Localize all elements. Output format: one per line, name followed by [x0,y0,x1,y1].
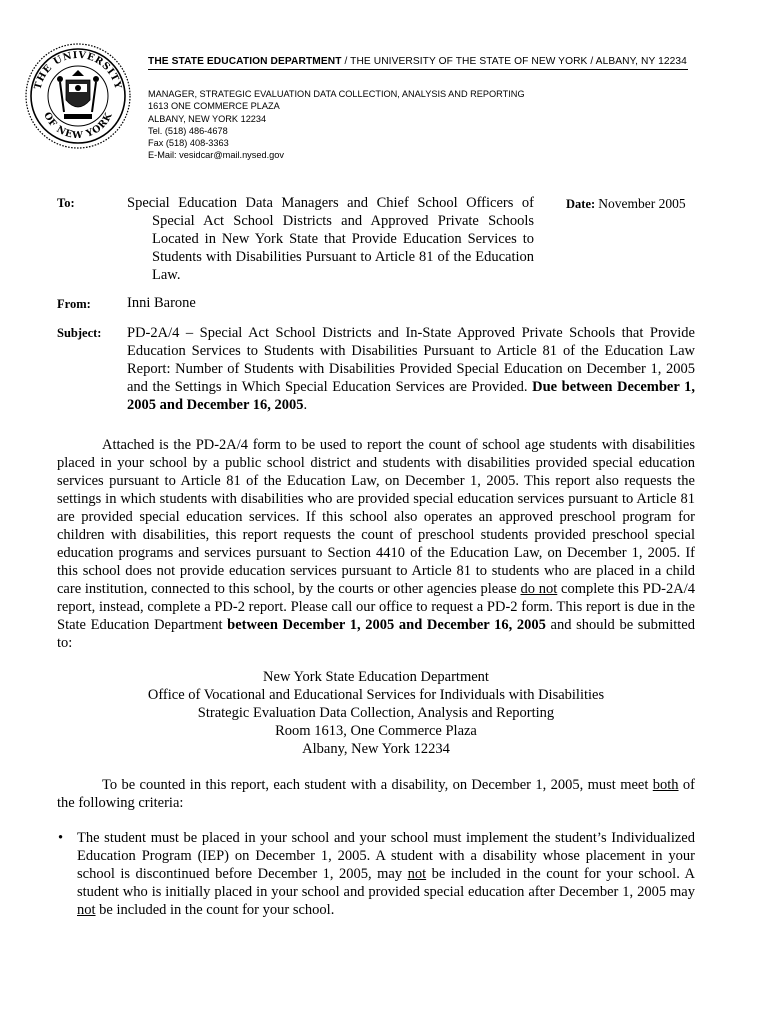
submission-address [57,668,695,758]
address-line-4: Room 1613, One Commerce Plaza [275,723,477,739]
contact-block [148,88,668,162]
to-label: To: [57,196,75,210]
bullet-text-a: The student must be placed in your school and your school must implement the student’s Individualized Education Program (IEP) on December 1, 2005. A student with a disability whose placement in your school is discontinued before December 1, 2005, may [77,830,695,882]
svg-text:THE UNIVERSITY: THE UNIVERSITY [32,49,124,91]
contact-fax: Fax (518) 408-3363 [148,138,229,149]
bullet-text-c: be included in the count for your school. [95,902,335,918]
criteria-both: both [652,777,679,793]
department-name: THE STATE EDUCATION DEPARTMENT [148,56,342,67]
bullet-not-1: not [407,866,427,882]
criteria-text-a: To be counted in this report, each student with a disability, on December 1, 2005, must meet [102,777,653,793]
intro-text-a: Attached is the PD-2A/4 form to be used to report the count of school age students with disabilities placed in your school by a public school district and students with disabilities provided special education services pursuant to Article 81 of the Education Law, on December 1, 2005. This report also requests the settings in which students with disabilities who are provided special education services pursuant to Article 81 are provided special education services. If this school also operates an approved preschool program for children with disabilities, this report requests the count of preschool students provided preschool special education programs and services pursuant to Section 4410 of the Education Law, on December 1, 2005. If this school does not provide education services pursuant to Article 81 to students who are placed in a child care institution, connected to this school, by the courts or other agencies please [57,437,695,597]
criteria-bullet [57,829,695,919]
address-line-5: Albany, New York 12234 [302,741,450,757]
contact-street: 1613 ONE COMMERCE PLAZA [148,101,280,112]
new-york-state-seal-icon [24,42,132,150]
department-header [148,56,688,70]
subject-main: PD-2A/4 – Special Act School Districts and In-State Approved Private Schools that Provide Education Services to Students with Disabilities Pursuant to Article 81 of the Education Law Report: Number of Students with Disabilities Provided Special Education on December 1, 2005 and the Settings in Which Special Education Services are Provided. [127,325,695,395]
from-name: Inni Barone [127,295,196,311]
bullet-text-b: be included in the count for your school. A student who is initially placed in your school and provided special education after December 1, 2005 may [77,866,695,900]
contact-title: MANAGER, STRATEGIC EVALUATION DATA COLLECTION, ANALYSIS AND REPORTING [148,89,525,99]
contact-tel: Tel. (518) 486-4678 [148,125,228,136]
svg-text:OF NEW YORK: OF NEW YORK [41,110,115,142]
from-label: From: [57,297,91,311]
department-address: / THE UNIVERSITY OF THE STATE OF NEW YORK / ALBANY, NY 12234 [341,56,687,67]
intro-do-not: do not [520,581,558,597]
date-value: November 2005 [598,196,686,211]
contact-city: ALBANY, NEW YORK 12234 [148,113,267,124]
address-line-3: Strategic Evaluation Data Collection, Analysis and Reporting [197,705,555,721]
address-line-2: Office of Vocational and Educational Services for Individuals with Disabilities [147,687,605,703]
subject-due-dates: Due between December 1, 2005 and December 16, 2005 [127,379,695,413]
criteria-text-b: of the following criteria: [57,777,695,811]
date-label: Date: [566,197,596,211]
subject-text [127,324,695,414]
intro-due-dates: between December 1, 2005 and December 16, 2005 [227,617,546,633]
subject-label: Subject: [57,326,102,340]
bullet-not-2: not [77,902,96,918]
intro-paragraph [57,436,695,652]
intro-text-b: complete this PD-2A/4 report, instead, complete a PD-2 report. Please call our office to request a PD-2 form. This report is due in the State Education Department [57,581,695,633]
bullet-dot-icon: • [58,830,64,846]
address-line-1: New York State Education Department [263,669,489,685]
intro-text-c: and should be submitted to: [57,617,695,651]
to-recipients: Special Education Data Managers and Chief School Officers of Special Act School Districts and Approved Private Schools Located in New York State that Provide Education Services to Students with Disabilities Pursuant to Article 81 of the Education Law. [127,195,534,283]
contact-email: E-Mail: vesidcar@mail.nysed.gov [148,150,284,161]
subject-end: . [303,397,308,413]
criteria-paragraph [57,776,695,812]
date-field [566,196,686,212]
